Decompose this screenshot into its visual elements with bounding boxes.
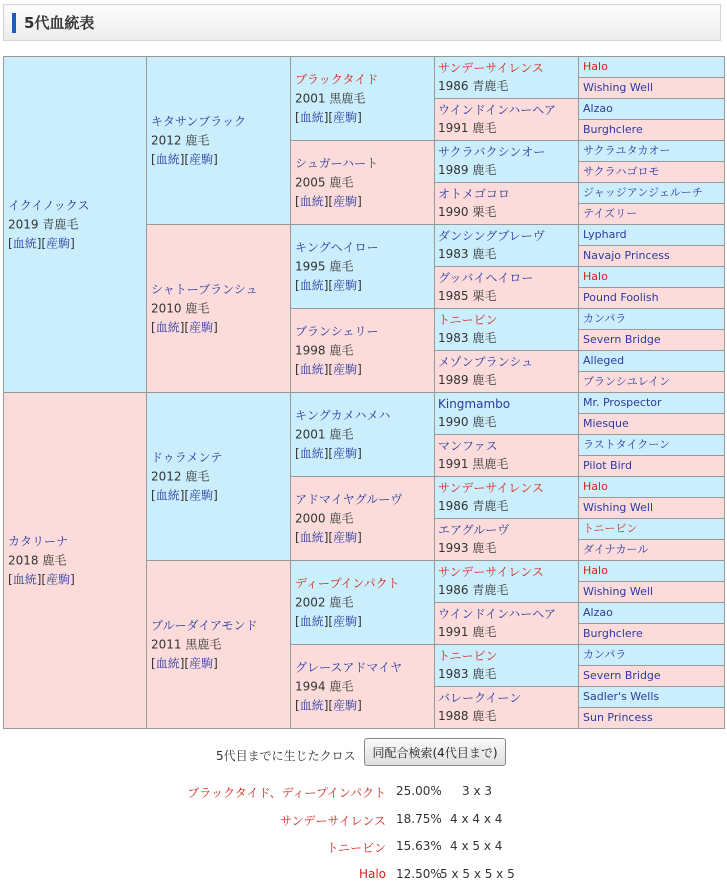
pedigree-cell-content: ブラックタイド 2001 黒鹿毛 [血統][産駒]	[295, 72, 379, 124]
pedigree-cell	[290, 644, 435, 729]
horse-coat-color: 鹿毛	[472, 709, 497, 723]
pedigree-cell-content	[438, 647, 498, 683]
pedigree-cell-content	[583, 354, 624, 367]
pedigree-cell-content	[583, 207, 637, 220]
horse-name-link[interactable]: Pilot Bird	[583, 459, 632, 472]
pedigree-cell	[3, 56, 147, 393]
pedigree-cell	[434, 686, 579, 729]
produce-link[interactable]: 産駒	[333, 530, 358, 544]
horse-year: 1986	[438, 79, 469, 93]
pedigree-cell-content: キングヘイロー 1995 鹿毛 [血統][産駒]	[295, 240, 379, 292]
horse-year: 1986	[438, 499, 469, 513]
produce-link[interactable]: 産駒	[46, 236, 71, 250]
pedigree-cell-content	[583, 270, 608, 283]
cross-row	[0, 784, 727, 804]
horse-year: 1991	[438, 625, 469, 639]
horse-coat-color: 鹿毛	[472, 121, 497, 135]
horse-year: 2018	[8, 553, 39, 567]
horse-name-link[interactable]: Kingmambo	[438, 397, 511, 411]
pedigree-cell-content	[438, 269, 533, 305]
pedigree-cell	[578, 56, 725, 78]
pedigree-cell-content: ドゥラメンテ 2012 鹿毛 [血統][産駒]	[151, 450, 223, 502]
horse-year: 2001	[295, 91, 326, 105]
horse-name-link[interactable]: Wishing Well	[583, 81, 654, 94]
pedigree-link[interactable]: 血統	[299, 446, 324, 460]
horse-name-link[interactable]: Severn Bridge	[583, 333, 661, 346]
same-breeding-search-button[interactable]: 同配合検索(4代目まで)	[364, 738, 506, 766]
pedigree-cell-content	[583, 291, 659, 304]
pedigree-cell-content	[583, 333, 661, 346]
pedigree-cell-content	[438, 605, 556, 641]
cross-generation: 3 x 3	[462, 784, 492, 798]
pedigree-cell-content	[583, 60, 608, 73]
cross-horse-link[interactable]: ブラックタイド、ディープインパクト	[187, 786, 386, 800]
horse-name-link[interactable]: ブランシェリー	[295, 324, 379, 338]
pedigree-cell	[578, 161, 725, 183]
pedigree-cell-content	[438, 185, 510, 221]
horse-name-link[interactable]: ブラックタイド	[295, 72, 379, 86]
horse-year: 1995	[295, 259, 326, 273]
horse-name-link[interactable]: サンデーサイレンス	[438, 61, 544, 75]
horse-name-link[interactable]: Alleged	[583, 354, 625, 367]
horse-year: 1989	[438, 373, 469, 387]
cross-generation: 4 x 4 x 4	[450, 812, 503, 826]
pedigree-cell	[578, 203, 725, 225]
horse-name-link[interactable]: アドマイヤグルーヴ	[295, 492, 403, 506]
pedigree-cell-content: キタサンブラック 2012 鹿毛 [血統][産駒]	[151, 114, 247, 166]
horse-year: 2011	[151, 637, 182, 651]
pedigree-cell	[146, 224, 291, 393]
produce-link[interactable]: 産駒	[189, 320, 214, 334]
pedigree-cell	[578, 329, 725, 351]
horse-coat-color: 栗毛	[472, 205, 497, 219]
pedigree-cell-content	[583, 396, 662, 409]
horse-coat-color: 鹿毛	[472, 625, 497, 639]
horse-name-link[interactable]: エアグルーヴ	[438, 523, 510, 537]
pedigree-cell-content	[583, 186, 703, 199]
horse-year: 2012	[151, 133, 182, 147]
horse-coat-color: 青鹿毛	[472, 583, 509, 597]
pedigree-cell-content	[583, 312, 626, 325]
pedigree-cell	[290, 560, 435, 645]
pedigree-cell-content	[583, 480, 608, 493]
horse-name-link[interactable]: Sun Princess	[583, 711, 653, 724]
horse-year: 2012	[151, 469, 182, 483]
pedigree-cell-content: イクイノックス 2019 青鹿毛 [血統][産駒]	[8, 198, 90, 250]
pedigree-cell	[434, 140, 579, 183]
produce-link[interactable]: 産駒	[333, 362, 358, 376]
horse-name-link[interactable]: ダイナカール	[583, 543, 649, 556]
pedigree-cell-content	[583, 165, 660, 178]
pedigree-cell	[578, 413, 725, 435]
pedigree-cell	[434, 182, 579, 225]
pedigree-cell	[434, 308, 579, 351]
cross-row	[0, 812, 727, 832]
pedigree-cell	[578, 602, 725, 624]
cross-row	[0, 839, 727, 859]
horse-name-link[interactable]: Wishing Well	[583, 585, 654, 598]
pedigree-link[interactable]: 血統	[299, 614, 324, 628]
pedigree-cell-content	[438, 437, 508, 473]
cross-generation: 4 x 5 x 4	[450, 839, 503, 853]
pedigree-cell-content	[438, 689, 521, 725]
pedigree-cell-content	[583, 501, 653, 514]
horse-year: 2005	[295, 175, 326, 189]
produce-link[interactable]: 産駒	[333, 698, 358, 712]
horse-year: 1985	[438, 289, 469, 303]
produce-link[interactable]: 産駒	[333, 278, 358, 292]
pedigree-link[interactable]: 血統	[299, 362, 324, 376]
pedigree-cell	[578, 392, 725, 414]
pedigree-cell	[578, 77, 725, 99]
horse-name-link[interactable]: オトメゴコロ	[438, 187, 510, 201]
pedigree-cell	[578, 707, 725, 729]
horse-name-link[interactable]: イクイノックス	[8, 198, 90, 212]
horse-name-link[interactable]: サクラユタカオー	[583, 144, 671, 157]
horse-name-link[interactable]: シャトーブランシュ	[151, 282, 258, 296]
pedigree-cell-content	[583, 438, 670, 451]
pedigree-cell	[578, 455, 725, 477]
pedigree-cell-content	[583, 711, 653, 724]
cross-row	[0, 867, 727, 887]
pedigree-cell-content	[438, 101, 556, 137]
horse-coat-color: 鹿毛	[329, 511, 354, 525]
horse-name-link[interactable]: カンパラ	[583, 648, 627, 661]
cross-horse-link[interactable]: Halo	[358, 867, 386, 881]
horse-coat-color: 鹿毛	[472, 541, 497, 555]
horse-coat-color: 鹿毛	[329, 679, 354, 693]
horse-name-link[interactable]: グレースアドマイヤ	[295, 660, 403, 674]
pedigree-cell-content: シャトーブランシュ 2010 鹿毛 [血統][産駒]	[151, 282, 258, 334]
pedigree-cell	[434, 350, 579, 393]
pedigree-cell	[578, 518, 725, 540]
horse-name-link[interactable]: ダンシングブレーヴ	[438, 229, 545, 243]
horse-name-link[interactable]: Pound Foolish	[583, 291, 659, 304]
pedigree-cell-content: ブルーダイアモンド 2011 黒鹿毛 [血統][産駒]	[151, 618, 258, 670]
horse-name-link[interactable]: ウインドインハーヘア	[438, 103, 556, 117]
horse-year: 1989	[438, 163, 469, 177]
pedigree-cell	[290, 140, 435, 225]
pedigree-cell-content	[583, 102, 613, 115]
horse-name-link[interactable]: トニービン	[438, 649, 498, 663]
cross-percent: 15.63%	[396, 839, 442, 853]
produce-link[interactable]: 産駒	[46, 572, 71, 586]
horse-name-link[interactable]: ブルーダイアモンド	[151, 618, 258, 632]
section-header	[3, 4, 721, 41]
pedigree-cell	[434, 434, 579, 477]
horse-coat-color: 鹿毛	[329, 259, 354, 273]
pedigree-cell	[578, 539, 725, 561]
pedigree-cell	[578, 665, 725, 687]
horse-name-link[interactable]: Lyphard	[583, 228, 627, 241]
horse-name-link[interactable]: ドゥラメンテ	[151, 450, 223, 464]
produce-link[interactable]: 産駒	[189, 656, 214, 670]
cross-percent: 18.75%	[396, 812, 442, 826]
pedigree-cell	[578, 581, 725, 603]
pedigree-cell	[578, 308, 725, 330]
pedigree-cell-content	[438, 227, 545, 263]
pedigree-cell	[146, 560, 291, 729]
horse-name-link[interactable]: ウインドインハーヘア	[438, 607, 556, 621]
pedigree-cell	[434, 224, 579, 267]
horse-coat-color: 鹿毛	[472, 247, 497, 261]
pedigree-cell	[578, 686, 725, 708]
horse-year: 1998	[295, 343, 326, 357]
horse-year: 1993	[438, 541, 469, 555]
horse-year: 1990	[438, 205, 469, 219]
horse-name-link[interactable]: キングヘイロー	[295, 240, 379, 254]
horse-name-link[interactable]: テイズリー	[583, 207, 638, 220]
cross-percent: 12.50%	[396, 867, 442, 881]
horse-coat-color: 黒鹿毛	[329, 91, 366, 105]
pedigree-cell	[578, 287, 725, 309]
pedigree-cell	[146, 392, 291, 561]
horse-year: 1988	[438, 709, 469, 723]
horse-year: 1991	[438, 121, 469, 135]
horse-name-link[interactable]: トニービン	[583, 522, 638, 535]
horse-name-link[interactable]: カンパラ	[583, 312, 627, 325]
pedigree-cell-content: カタリーナ 2018 鹿毛 [血統][産駒]	[8, 534, 75, 586]
header-accent-bar	[12, 13, 16, 33]
pedigree-cell	[434, 602, 579, 645]
horse-name-link[interactable]: サクラバクシンオー	[438, 145, 546, 159]
horse-name-link[interactable]: Alzao	[583, 102, 613, 115]
produce-link[interactable]: 産駒	[189, 488, 214, 502]
pedigree-cell-content	[583, 228, 627, 241]
pedigree-cell-content	[438, 479, 544, 515]
horse-name-link[interactable]: シュガーハート	[295, 156, 379, 170]
horse-name-link[interactable]: Alzao	[583, 606, 613, 619]
horse-coat-color: 鹿毛	[472, 415, 497, 429]
pedigree-cell	[434, 266, 579, 309]
pedigree-cell	[578, 497, 725, 519]
cross-percent: 25.00%	[396, 784, 442, 798]
horse-year: 2019	[8, 217, 39, 231]
pedigree-cell-content: グレースアドマイヤ 1994 鹿毛 [血統][産駒]	[295, 660, 403, 712]
pedigree-cell-content	[438, 143, 545, 179]
horse-year: 1983	[438, 331, 469, 345]
pedigree-cell-content	[438, 59, 544, 95]
horse-name-link[interactable]: マンファス	[438, 439, 498, 453]
horse-coat-color: 栗毛	[472, 289, 497, 303]
produce-link[interactable]: 産駒	[333, 614, 358, 628]
horse-name-link[interactable]: キングカメハメハ	[295, 408, 391, 422]
pedigree-cell	[578, 644, 725, 666]
pedigree-cell-content	[583, 606, 613, 619]
horse-year: 2000	[295, 511, 326, 525]
pedigree-cell	[578, 560, 725, 582]
pedigree-link[interactable]: 血統	[299, 194, 324, 208]
horse-name-link[interactable]: ラストタイクーン	[583, 438, 671, 451]
cross-horse-link[interactable]: サンデーサイレンス	[280, 814, 386, 828]
horse-coat-color: 鹿毛	[472, 373, 497, 387]
horse-coat-color: 青鹿毛	[472, 499, 509, 513]
horse-coat-color: 鹿毛	[329, 427, 354, 441]
horse-name-link[interactable]: サクラハゴロモ	[583, 165, 660, 178]
horse-coat-color: 鹿毛	[329, 343, 354, 357]
horse-coat-color: 鹿毛	[42, 553, 67, 567]
horse-name-link[interactable]: バレークイーン	[438, 691, 522, 705]
horse-coat-color: 青鹿毛	[42, 217, 79, 231]
horse-name-link[interactable]: Halo	[583, 564, 608, 577]
produce-link[interactable]: 産駒	[333, 446, 358, 460]
horse-year: 2001	[295, 427, 326, 441]
horse-name-link[interactable]: Navajo Princess	[583, 249, 670, 262]
pedigree-cell-content	[438, 563, 544, 599]
pedigree-cell	[578, 371, 725, 393]
horse-name-link[interactable]: Halo	[583, 60, 608, 73]
horse-name-link[interactable]: Burghclere	[583, 627, 643, 640]
horse-name-link[interactable]: カタリーナ	[8, 534, 69, 548]
pedigree-cell	[3, 392, 147, 729]
pedigree-link[interactable]: 血統	[299, 698, 324, 712]
pedigree-cell-content	[583, 585, 653, 598]
horse-coat-color: 鹿毛	[185, 469, 210, 483]
pedigree-cell	[290, 392, 435, 477]
pedigree-cell-content	[583, 417, 629, 430]
pedigree-table	[3, 56, 724, 728]
horse-year: 1991	[438, 457, 469, 471]
horse-name-link[interactable]: Halo	[583, 270, 608, 283]
pedigree-link[interactable]: 血統	[155, 488, 180, 502]
pedigree-cell-content: ブランシェリー 1998 鹿毛 [血統][産駒]	[295, 324, 379, 376]
horse-name-link[interactable]: Mr. Prospector	[583, 396, 662, 409]
horse-coat-color: 黒鹿毛	[472, 457, 509, 471]
horse-name-link[interactable]: ディープインパクト	[295, 576, 400, 590]
horse-name-link[interactable]: ジャッジアンジェルーチ	[583, 186, 703, 199]
pedigree-link[interactable]: 血統	[12, 236, 37, 250]
horse-year: 1986	[438, 583, 469, 597]
horse-name-link[interactable]: メゾンブランシュ	[438, 355, 534, 369]
horse-year: 1983	[438, 247, 469, 261]
pedigree-cell-content	[583, 627, 643, 640]
pedigree-cell-content	[583, 690, 659, 703]
pedigree-cell-content	[583, 249, 670, 262]
cross-horse-link[interactable]: トニービン	[326, 841, 386, 855]
pedigree-link[interactable]: 血統	[299, 530, 324, 544]
cross-generation: 5 x 5 x 5 x 5	[440, 867, 515, 881]
horse-name-link[interactable]: キタサンブラック	[151, 114, 247, 128]
pedigree-cell	[578, 476, 725, 498]
pedigree-cell	[434, 56, 579, 99]
pedigree-cell	[434, 518, 579, 561]
pedigree-cell-content	[583, 669, 661, 682]
horse-name-link[interactable]: サンデーサイレンス	[438, 565, 544, 579]
pedigree-cell-content	[583, 123, 643, 136]
pedigree-cell-content: アドマイヤグルーヴ 2000 鹿毛 [血統][産駒]	[295, 492, 403, 544]
pedigree-link[interactable]: 血統	[299, 110, 324, 124]
horse-year: 2002	[295, 595, 326, 609]
pedigree-cell	[578, 350, 725, 372]
horse-name-link[interactable]: Miesque	[583, 417, 629, 430]
pedigree-cell	[290, 476, 435, 561]
produce-link[interactable]: 産駒	[333, 194, 358, 208]
horse-year: 1990	[438, 415, 469, 429]
pedigree-cell-content	[583, 81, 653, 94]
pedigree-cell	[290, 56, 435, 141]
pedigree-link[interactable]: 血統	[155, 152, 180, 166]
pedigree-cell-content	[438, 353, 533, 389]
pedigree-cell-content: ディープインパクト 2002 鹿毛 [血統][産駒]	[295, 576, 400, 628]
pedigree-cell	[578, 119, 725, 141]
pedigree-cell	[290, 308, 435, 393]
pedigree-cell	[434, 98, 579, 141]
pedigree-cell	[578, 224, 725, 246]
pedigree-cell-content	[583, 522, 638, 535]
horse-coat-color: 鹿毛	[472, 163, 497, 177]
cross-label: 5代目までに生じたクロス	[216, 749, 356, 763]
horse-coat-color: 青鹿毛	[472, 79, 509, 93]
pedigree-link[interactable]: 血統	[155, 656, 180, 670]
pedigree-cell	[578, 434, 725, 456]
pedigree-cell-content	[583, 459, 632, 472]
pedigree-cell	[578, 140, 725, 162]
horse-year: 1983	[438, 667, 469, 681]
produce-link[interactable]: 産駒	[333, 110, 358, 124]
horse-name-link[interactable]: Wishing Well	[583, 501, 654, 514]
produce-link[interactable]: 産駒	[189, 152, 214, 166]
horse-coat-color: 鹿毛	[472, 331, 497, 345]
horse-coat-color: 鹿毛	[472, 667, 497, 681]
horse-coat-color: 鹿毛	[329, 595, 354, 609]
pedigree-cell	[578, 245, 725, 267]
pedigree-cell	[434, 644, 579, 687]
pedigree-cell	[146, 56, 291, 225]
page-title: 5代血統表	[24, 14, 95, 32]
pedigree-cell-content	[438, 521, 509, 557]
pedigree-cell-content	[583, 375, 670, 388]
pedigree-link[interactable]: 血統	[155, 320, 180, 334]
horse-name-link[interactable]: ブランシユレイン	[583, 375, 671, 388]
horse-year: 2010	[151, 301, 182, 315]
pedigree-cell-content	[583, 543, 648, 556]
horse-name-link[interactable]: Burghclere	[583, 123, 643, 136]
horse-year: 1994	[295, 679, 326, 693]
pedigree-cell-content: シュガーハート 2005 鹿毛 [血統][産駒]	[295, 156, 379, 208]
pedigree-cell	[290, 224, 435, 309]
pedigree-cell	[578, 98, 725, 120]
pedigree-cell	[578, 623, 725, 645]
horse-coat-color: 鹿毛	[329, 175, 354, 189]
pedigree-link[interactable]: 血統	[12, 572, 37, 586]
horse-name-link[interactable]: グッバイヘイロー	[438, 271, 534, 285]
pedigree-cell-content	[583, 648, 626, 661]
pedigree-cell-content: キングカメハメハ 2001 鹿毛 [血統][産駒]	[295, 408, 391, 460]
horse-coat-color: 黒鹿毛	[185, 637, 222, 651]
pedigree-cell	[578, 266, 725, 288]
horse-name-link[interactable]: Halo	[583, 480, 608, 493]
horse-coat-color: 鹿毛	[185, 301, 210, 315]
pedigree-cell-content	[583, 144, 671, 157]
pedigree-cell	[578, 182, 725, 204]
pedigree-cell-content	[438, 395, 510, 431]
horse-name-link[interactable]: サンデーサイレンス	[438, 481, 544, 495]
pedigree-link[interactable]: 血統	[299, 278, 324, 292]
pedigree-cell	[434, 392, 579, 435]
horse-name-link[interactable]: トニービン	[438, 313, 498, 327]
pedigree-cell-content	[438, 311, 498, 347]
horse-name-link[interactable]: Severn Bridge	[583, 669, 661, 682]
pedigree-cell	[434, 476, 579, 519]
pedigree-cell-content	[583, 564, 608, 577]
horse-name-link[interactable]: Sadler's Wells	[583, 690, 660, 703]
horse-coat-color: 鹿毛	[185, 133, 210, 147]
pedigree-cell	[434, 560, 579, 603]
